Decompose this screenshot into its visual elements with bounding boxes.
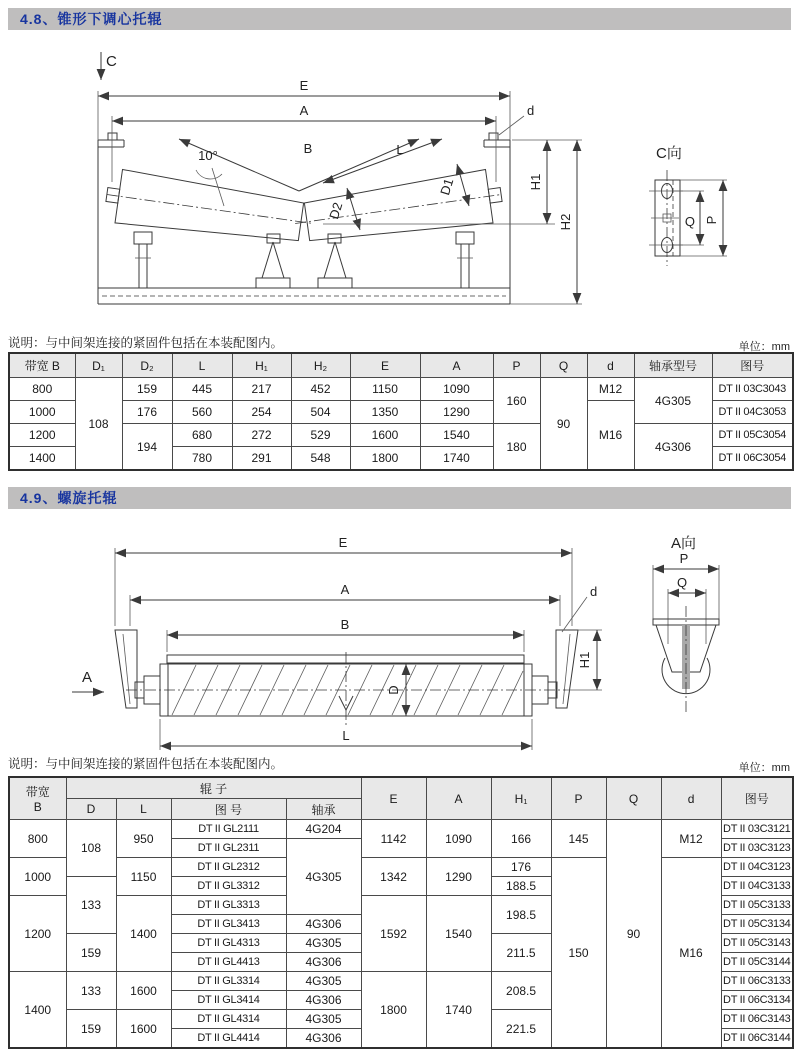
cell: 217	[232, 378, 291, 401]
table-row	[9, 424, 793, 447]
cell: 1740	[420, 447, 493, 471]
col-header: D₂	[122, 353, 172, 378]
cell: 445	[172, 378, 232, 401]
cell: M12	[661, 820, 721, 858]
col-header: H₁	[491, 777, 551, 820]
cell: DT II GL2312	[171, 858, 286, 877]
dim-label-b: B	[340, 617, 350, 632]
view-c-detail	[649, 145, 727, 266]
cell: 1600	[350, 424, 420, 447]
cell: DT II 05C3054	[712, 424, 793, 447]
col-header: 图号	[721, 777, 793, 820]
col-header: D	[66, 799, 116, 820]
cell: DT II 06C3134	[721, 991, 793, 1010]
bracket-right	[556, 630, 578, 708]
cell: 188.5	[491, 877, 551, 896]
cell: 194	[122, 424, 172, 471]
drawing-spiral-idler	[10, 514, 790, 752]
cell: 159	[66, 934, 116, 972]
view-a-arrow	[72, 669, 104, 692]
cell: DT II 06C3054	[712, 447, 793, 471]
cell: 176	[491, 858, 551, 877]
cell: 176	[122, 401, 172, 424]
col-header: d	[587, 353, 634, 378]
col-header: A	[426, 777, 491, 820]
dim-label-dia: D	[386, 685, 401, 695]
cell: 4G305	[286, 934, 361, 953]
cell: 1000	[9, 858, 66, 896]
cell: 1600	[116, 972, 171, 1010]
dim-label-e: E	[299, 78, 309, 93]
section-title-4-9: 4.9、螺旋托辊	[8, 487, 791, 509]
cell: 1150	[350, 378, 420, 401]
dim-h2	[510, 140, 582, 304]
cell: 211.5	[491, 934, 551, 972]
cell: 4G306	[286, 1029, 361, 1049]
cone-idler-spec-table	[8, 352, 794, 471]
left-cone-roller	[103, 168, 316, 250]
dim-e	[115, 535, 572, 626]
table-row	[9, 378, 793, 401]
cell: 1592	[361, 896, 426, 972]
col-header: Q	[606, 777, 661, 820]
cell: 166	[491, 820, 551, 858]
cell: 529	[291, 424, 350, 447]
cell: 800	[9, 378, 75, 401]
col-header: A	[420, 353, 493, 378]
bracket-left	[115, 630, 137, 708]
dim-label-l: L	[342, 728, 350, 743]
center-support-right	[318, 234, 352, 288]
col-header-bandwidth-line2: B	[33, 800, 42, 814]
cell: 4G306	[286, 915, 361, 934]
cell: 1740	[426, 972, 491, 1049]
dim-label-a: A	[299, 103, 309, 118]
cell: 1800	[361, 972, 426, 1049]
dim-dia	[386, 664, 406, 716]
dim-b	[167, 617, 524, 652]
table-header-row	[9, 777, 793, 799]
dim-d	[562, 584, 597, 632]
col-header: P	[551, 777, 606, 820]
cell: 4G204	[286, 820, 361, 839]
cell: 1142	[361, 820, 426, 858]
cell: 1400	[9, 972, 66, 1049]
dim-d1	[437, 164, 469, 206]
cell: DT II 04C3053	[712, 401, 793, 424]
cell: 198.5	[491, 896, 551, 934]
cell: 159	[122, 378, 172, 401]
dim-label-b: B	[303, 141, 313, 156]
cell: DT II GL4314	[171, 1010, 286, 1029]
cell: 1540	[426, 896, 491, 972]
cell: M12	[587, 378, 634, 401]
dim-label-d: d	[527, 103, 535, 118]
outer-support-right	[456, 232, 474, 288]
cell: 90	[540, 378, 587, 471]
note-text-1: 说明：与中间架连接的紧固件包括在本装配图内。	[8, 336, 284, 350]
cell: 108	[75, 378, 122, 471]
spiral-idler-spec-table	[8, 776, 794, 1049]
col-header: E	[361, 777, 426, 820]
cell: DT II GL3312	[171, 877, 286, 896]
col-header: H₁	[232, 353, 291, 378]
dim-label-l: L	[396, 142, 404, 157]
cell: 1400	[116, 896, 171, 972]
col-header: H₂	[291, 353, 350, 378]
col-header-bandwidth-line1: 带宽	[25, 785, 50, 799]
cell: DT II 05C3143	[721, 934, 793, 953]
cell: DT II GL3314	[171, 972, 286, 991]
dim-label-h1: H1	[577, 651, 592, 669]
col-header: 图号	[712, 353, 793, 378]
center-support-left	[256, 234, 290, 288]
dim-label-h1: H1	[528, 173, 543, 191]
col-header: d	[661, 777, 721, 820]
cell: 4G306	[634, 424, 712, 471]
cell: DT II GL3413	[171, 915, 286, 934]
dim-label-d1: D1	[437, 176, 457, 197]
cell: 1000	[9, 401, 75, 424]
drawing-cone-aligning-idler	[10, 36, 790, 332]
col-header: 轴承型号	[634, 353, 712, 378]
cell: 1350	[350, 401, 420, 424]
cell: DT II 06C3144	[721, 1029, 793, 1049]
dim-label-angle: 10°	[198, 148, 218, 163]
cell: DT II 06C3133	[721, 972, 793, 991]
col-header-bandwidth	[9, 777, 66, 820]
unit-label-2: 单位：mm	[738, 762, 790, 774]
table-header-row	[9, 353, 793, 378]
cell: M16	[661, 858, 721, 1049]
cell: 1290	[420, 401, 493, 424]
cell: 4G305	[286, 1010, 361, 1029]
dim-label-q: Q	[684, 214, 695, 229]
cell: DT II GL3313	[171, 896, 286, 915]
cell: 133	[66, 972, 116, 1010]
table-row	[9, 858, 793, 877]
col-header: 图 号	[171, 799, 286, 820]
cell: 1540	[420, 424, 493, 447]
view-c-arrow	[101, 52, 117, 80]
cell: DT II 03C3121	[721, 820, 793, 839]
col-header: 带宽 B	[9, 353, 75, 378]
col-header: D₁	[75, 353, 122, 378]
cell: 90	[606, 820, 661, 1049]
cell: DT II GL4414	[171, 1029, 286, 1049]
dim-label-h2: H2	[558, 213, 573, 231]
cell: 800	[9, 820, 66, 858]
view-a-letter: A	[82, 669, 93, 686]
col-header-roller-group: 辊 子	[66, 777, 361, 799]
cell: 1290	[426, 858, 491, 896]
cell: 452	[291, 378, 350, 401]
cell: 272	[232, 424, 291, 447]
cell: DT II GL2311	[171, 839, 286, 858]
cell: DT II 03C3123	[721, 839, 793, 858]
cell: 4G306	[286, 953, 361, 972]
cell: 1600	[116, 1010, 171, 1049]
dim-label-p: P	[704, 215, 719, 225]
cell: DT II GL4413	[171, 953, 286, 972]
top-bar	[167, 655, 524, 663]
dim-label-p: P	[679, 551, 689, 566]
cell: 4G305	[286, 839, 361, 915]
cell: 1200	[9, 896, 66, 972]
cell: 180	[493, 424, 540, 471]
dim-label-d: d	[590, 584, 598, 599]
cell: DT II 06C3143	[721, 1010, 793, 1029]
frame-bolt-right	[489, 133, 498, 140]
cell: DT II 03C3043	[712, 378, 793, 401]
cell: 780	[172, 447, 232, 471]
col-header: L	[172, 353, 232, 378]
cell: 150	[551, 858, 606, 1049]
cell: 1400	[9, 447, 75, 471]
cell: DT II GL4313	[171, 934, 286, 953]
col-header: Q	[540, 353, 587, 378]
cell: DT II GL3414	[171, 991, 286, 1010]
cell: DT II GL2111	[171, 820, 286, 839]
cell: 4G305	[634, 378, 712, 424]
cell: 548	[291, 447, 350, 471]
view-a-detail	[653, 535, 719, 712]
view-c-title: C向	[656, 145, 682, 162]
cell: 1090	[426, 820, 491, 858]
cell: 145	[551, 820, 606, 858]
cell: 208.5	[491, 972, 551, 1010]
dim-label-q: Q	[676, 575, 688, 590]
cell: 1150	[116, 858, 171, 896]
dim-d	[499, 103, 534, 135]
cell: 950	[116, 820, 171, 858]
dim-h1	[566, 630, 602, 690]
section-title-4-8: 4.8、锥形下调心托辊	[8, 8, 791, 30]
cell: 133	[66, 877, 116, 934]
cell: 160	[493, 378, 540, 424]
note-text-2: 说明：与中间架连接的紧固件包括在本装配图内。	[8, 757, 284, 771]
table-row	[9, 820, 793, 839]
cell: 1200	[9, 424, 75, 447]
view-c-letter: C	[106, 53, 117, 70]
cell: DT II 04C3123	[721, 858, 793, 877]
col-header: E	[350, 353, 420, 378]
cell: 254	[232, 401, 291, 424]
unit-label-1: 单位：mm	[738, 341, 790, 353]
frame-bolt-left	[108, 133, 117, 140]
cell: 560	[172, 401, 232, 424]
view-a-title: A向	[671, 535, 697, 552]
idler-frame	[98, 133, 510, 304]
cell: 4G305	[286, 972, 361, 991]
col-header: P	[493, 353, 540, 378]
cell: DT II 05C3144	[721, 953, 793, 972]
cell: DT II 05C3133	[721, 896, 793, 915]
cell: 1342	[361, 858, 426, 896]
cell: 221.5	[491, 1010, 551, 1049]
dim-label-a: A	[340, 582, 350, 597]
cell: 1090	[420, 378, 493, 401]
cell: 680	[172, 424, 232, 447]
dim-label-d2: D2	[326, 200, 346, 221]
cell: 159	[66, 1010, 116, 1049]
dim-l	[323, 139, 442, 183]
cell: 504	[291, 401, 350, 424]
dim-label-e: E	[338, 535, 348, 550]
cell: DT II 04C3133	[721, 877, 793, 896]
cell: 1800	[350, 447, 420, 471]
col-header: L	[116, 799, 171, 820]
cell: 108	[66, 820, 116, 877]
cell: 4G306	[286, 991, 361, 1010]
col-header: 轴承	[286, 799, 361, 820]
cell: DT II 05C3134	[721, 915, 793, 934]
cell: 291	[232, 447, 291, 471]
outer-support-left	[134, 232, 152, 288]
cell: M16	[587, 401, 634, 471]
dim-b	[179, 139, 419, 191]
